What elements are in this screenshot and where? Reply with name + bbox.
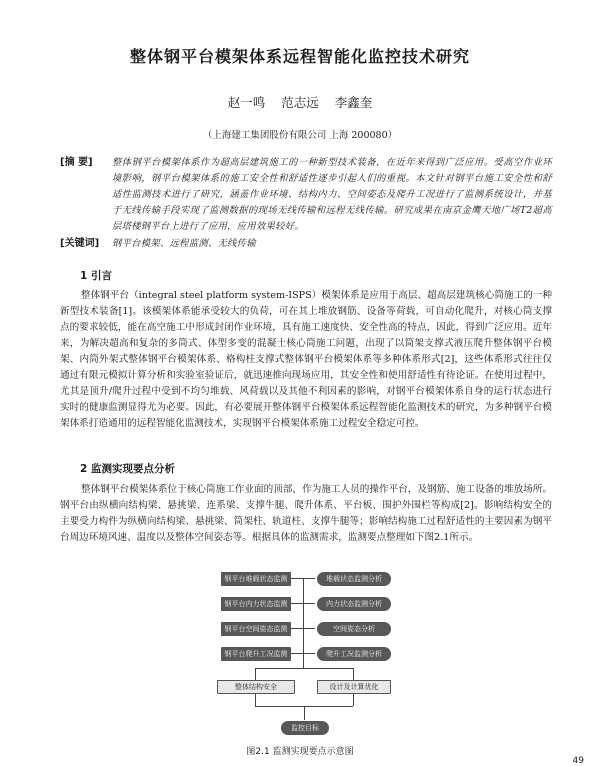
diagram-box-attitude-analysis: 空间姿态分析: [317, 622, 391, 636]
figure-caption: 图2.1 监测实现要点示意图: [246, 747, 354, 757]
diagram-connector: [255, 668, 353, 669]
abstract-label: [摘 要]: [60, 157, 93, 168]
diagram-box-structural-safety: 整体结构安全: [217, 680, 295, 694]
section-body-introduction: 整体钢平台（integral steel platform system-ISPS）模架体系是应用于高层、超高层建筑核心筒施工的一种新型技术装备[1]。该模架体系能承受较大的负荷，可在其上堆放钢筋、设备等荷载，可自动化爬升，对核心筒支撑点的要求较低，能在高空施工中形成封闭作业环境，具有施工速度快、安全性高的特点，因此，得到广泛应用。近年来，为解决超高和复杂的多筒式、体型多变的混凝土核心筒施工问题，出现了以筒架支撑式液压爬升整体钢平台模架、内筒外架式整体钢平台模架体系、格构柱支撑式整体钢平台模架体系等多种体系形式[2]，这些体系形式往往仅通过有限元模拟计算分析和实验室验证后，就迅速推向现场应用，其安全性和使用舒适性有待论证。在使用过程中，尤其是顶升/爬升过程中受到不均匀堆载、风荷载以及其他不利因素的影响，对钢平台模架体系自身的运行状态进行实时的健康监测显得尤为必要。因此，有必要展开整体钢平台模架体系远程智能化监测技术的研究，为多种钢平台模架体系打造通用的远程智能化监测技术，实现钢平台模架体系施工过程安全稳定可控。: [60, 290, 552, 429]
author-list: 赵一鸣 范志远 李鑫奎: [227, 95, 373, 110]
diagram-box-climbing-analysis: 爬升工况监测分析: [317, 647, 391, 661]
diagram-box-climbing: 钢平台爬升工况监测: [221, 647, 291, 661]
keywords-block: [60, 236, 552, 252]
diagram-box-load: 钢平台堆载状态监测: [221, 572, 291, 586]
diagram-box-internal-force: 钢平台内力状态监测: [221, 597, 291, 611]
diagram-connector: [255, 668, 256, 680]
affiliation: （上海建工集团股份有限公司 上海 200080）: [202, 130, 398, 141]
page-number: 49: [572, 756, 584, 766]
diagram-connector: [255, 694, 256, 706]
keywords-label: [关键词]: [60, 238, 100, 249]
section-heading-introduction: 1 引言: [80, 270, 112, 282]
diagram-box-attitude: 钢平台空间姿态监测: [221, 622, 291, 636]
diagram-box-design-optimization: 设计及计算优化: [317, 680, 391, 694]
diagram-connector: [353, 668, 354, 680]
section-body-monitoring-points: 整体钢平台模架体系位于核心筒施工作业面的顶部，作为施工人员的操作平台，及钢筋、施工设备的堆放场所。钢平台由纵横向结构梁、悬挑梁、连系梁、支撑牛腿、爬升体系、平台板、围护外围栏等构成[2]。影响结构安全的主要受力构件为纵横向结构梁、悬挑梁、筒架柱、轨道柱、支撑牛腿等；影响结构施工过程舒适性的主要因素为钢平台周边环境风速、温度以及整体空间姿态等。根据具体的监测需求，监测要点整理如下图2.1所示。: [60, 484, 552, 543]
abstract-text: 整体钢平台模架体系作为超高层建筑施工的一种新型技术装备，在近年来得到广泛应用。受高空作业环境影响，钢平台模架体系的施工安全性和舒适性逐步引起人们的重视。本文针对钢平台施工安全性和舒适性监测技术进行了研究，涵盖作业环境、结构内力、空间姿态及爬升工况进行了监测系统设计，并基于无线传输手段实现了监测数据的现场无线传输和远程无线传输。研究成果在南京金鹰天地广场T2超高层塔楼钢平台上进行了应用，应用效果较好。: [112, 157, 552, 232]
diagram-box-force-analysis: 内力状态监测分析: [317, 597, 391, 611]
diagram-connector: [353, 694, 354, 706]
abstract-block: [60, 155, 552, 235]
paper-title: 整体钢平台模架体系远程智能化监控技术研究: [129, 47, 470, 66]
diagram-connector: [304, 706, 305, 720]
section-heading-monitoring-points: 2 监测实现要点分析: [80, 463, 175, 475]
keywords-text: 钢平台模架、远程监测、无线传输: [112, 238, 256, 249]
diagram-connector: [303, 578, 304, 668]
monitoring-diagram: [207, 566, 415, 742]
diagram-box-load-analysis: 堆载状态监测分析: [317, 572, 391, 586]
diagram-box-goal: 监控目标: [281, 721, 329, 735]
